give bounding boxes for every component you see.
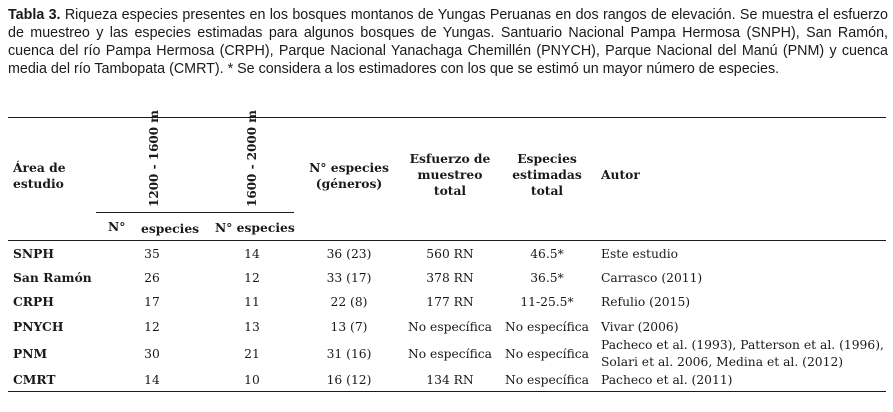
cell-esfuerzo: 177 RN — [426, 295, 474, 309]
cell-esfuerzo: No específica — [407, 347, 493, 361]
cell-range1: 14 — [144, 373, 160, 387]
cell-autor: Refulio (2015) — [601, 295, 691, 309]
cell-area: PNM — [13, 346, 48, 361]
header-range-1600-2000: 1600 - 2000 m — [245, 109, 259, 207]
header-species-label: especies — [141, 221, 200, 236]
header-esfuerzo-line1: Esfuerzo de — [409, 151, 491, 166]
bottom-rule — [8, 391, 886, 392]
cell-esfuerzo: No específica — [407, 320, 493, 334]
caption-text: Riqueza especies presentes en los bosques montanos de Yungas Peruanas en dos rangos de elevación. Se muestra el esfuerzo de muestreo y las especies estimadas para algunos bosques de Yungas. Santuario Nacional Pampa Hermosa (SNPH), San Ramón, cuenca del río Pampa Hermosa (CRPH), Parque Nacional Yanachaga Chemillén (PNYCH), Parque Nacional del Manú (PNM) y cuenca media del río Tambopata (CMRT). * Se considera a los estimadores con los que se estimó un mayor número de especies. — [8, 7, 888, 77]
cell-estimadas: 46.5* — [530, 247, 564, 261]
cell-range1: 35 — [144, 247, 160, 261]
header-area-line1: Área de — [13, 160, 66, 175]
header-esfuerzo-line3: total — [433, 183, 467, 198]
cell-estimadas: No específica — [504, 347, 590, 361]
cell-estimadas: No específica — [504, 373, 590, 387]
cell-estimadas: 36.5* — [530, 271, 564, 285]
cell-autor: Vivar (2006) — [601, 320, 679, 334]
cell-esfuerzo: 560 RN — [426, 247, 474, 261]
header-autor: Autor — [601, 167, 640, 182]
cell-esfuerzo: 134 RN — [426, 373, 474, 387]
cell-area: PNYCH — [13, 319, 64, 334]
header-estimadas-line1: Especies — [517, 151, 577, 166]
header-range-1200-1600: 1200 - 1600 m — [147, 109, 161, 207]
cell-especies: 13 (7) — [330, 320, 368, 334]
cell-autor: Carrasco (2011) — [601, 271, 703, 285]
header-n-species-label: N° especies — [215, 220, 295, 235]
header-n-label: N° — [108, 219, 126, 234]
header-estimadas-line3: total — [530, 183, 564, 198]
cell-estimadas: 11-25.5* — [520, 295, 574, 309]
cell-range1: 26 — [144, 271, 160, 285]
cell-autor-line2: Solari et al. 2006, Medina et al. (2012) — [601, 355, 844, 369]
header-especies-line1: N° especies — [309, 160, 389, 175]
cell-especies: 22 (8) — [330, 295, 368, 309]
cell-area: CRPH — [13, 294, 54, 309]
table-caption — [8, 6, 888, 78]
subheader-rule — [96, 212, 294, 213]
cell-range2: 14 — [244, 247, 260, 261]
cell-autor: Este estudio — [601, 247, 679, 261]
cell-range2: 21 — [244, 347, 260, 361]
cell-range1: 17 — [144, 295, 160, 309]
caption-label: Tabla 3. — [8, 7, 61, 23]
cell-area: San Ramón — [13, 270, 92, 285]
cell-area: SNPH — [13, 246, 54, 261]
cell-range1: 30 — [144, 347, 160, 361]
cell-range2: 13 — [244, 320, 260, 334]
cell-range2: 12 — [244, 271, 260, 285]
cell-range1: 12 — [144, 320, 160, 334]
cell-esfuerzo: 378 RN — [426, 271, 474, 285]
cell-especies: 36 (23) — [326, 247, 372, 261]
cell-especies: 33 (17) — [326, 271, 372, 285]
header-especies-line2: (géneros) — [315, 176, 383, 191]
header-area-line2: estudio — [13, 176, 64, 191]
cell-autor: Pacheco et al. (2011) — [601, 373, 733, 387]
header-bottom-rule — [8, 240, 886, 241]
cell-range2: 10 — [244, 373, 260, 387]
top-rule — [8, 117, 886, 118]
cell-autor-line1: Pacheco et al. (1993), Patterson et al. (1996), — [601, 338, 884, 352]
cell-range2: 11 — [244, 295, 260, 309]
cell-especies: 16 (12) — [326, 373, 372, 387]
cell-especies: 31 (16) — [326, 347, 372, 361]
cell-estimadas: No específica — [504, 320, 590, 334]
header-estimadas-line2: estimadas — [512, 167, 582, 182]
header-esfuerzo-line2: muestreo — [417, 167, 483, 182]
cell-area: CMRT — [13, 372, 56, 387]
